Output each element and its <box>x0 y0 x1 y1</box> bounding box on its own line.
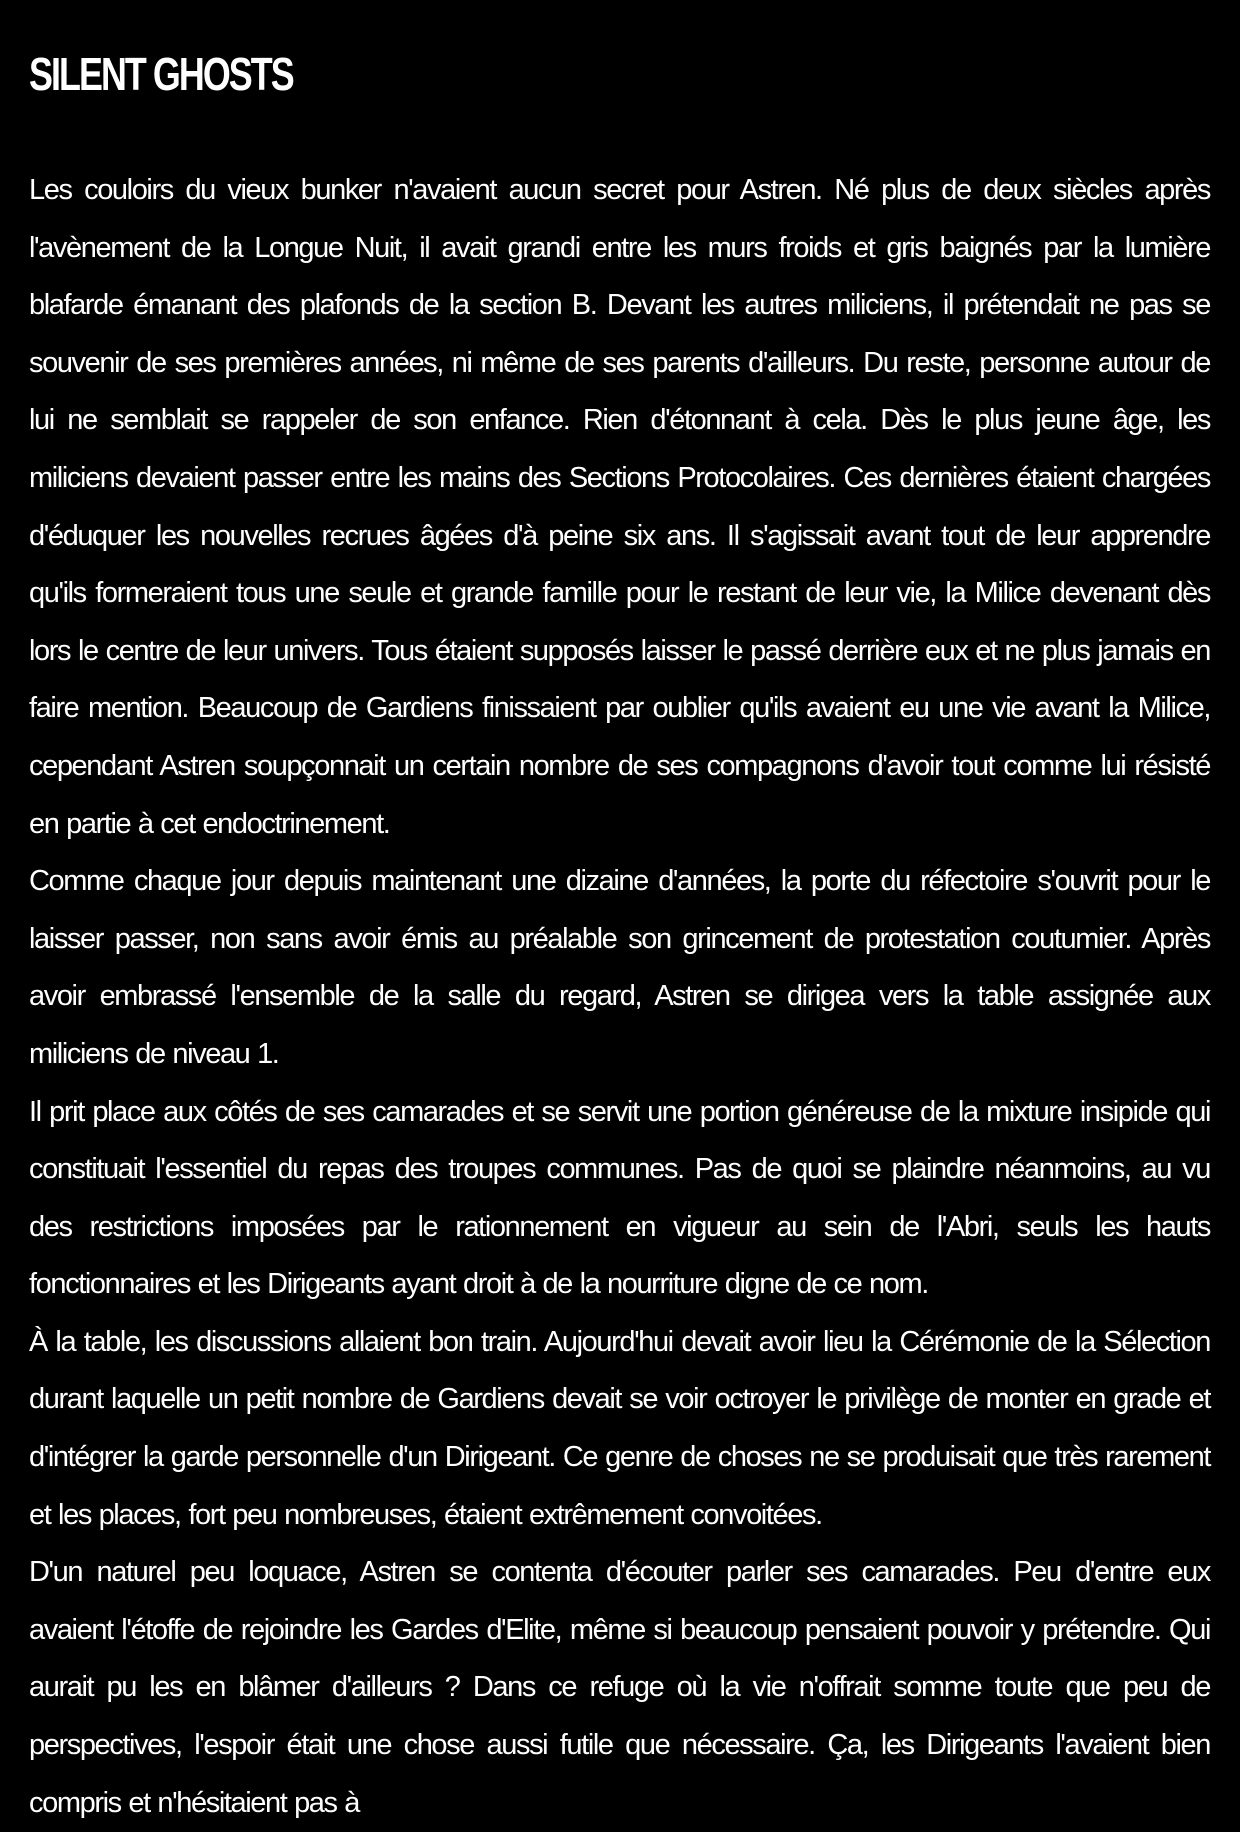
document-page <box>29 0 1210 1832</box>
document-title: SILENT GHOSTS <box>29 48 293 100</box>
paragraph: D'un naturel peu loquace, Astren se contenta d'écouter parler ses camarades. Peu d'entre eux avaient l'étoffe de rejoindre les Gardes d'Elite, même si beaucoup pensaient pouvoir y prétendre. Qui aurait pu les en blâmer d'ailleurs ? Dans ce refuge où la vie n'offrait somme toute que peu de perspectives, l'espoir était une chose aussi futile que nécessaire. Ça, les Dirigeants l'avaient bien compris et n'hésitaient pas à <box>29 1556 1210 1819</box>
document-body <box>29 162 1210 1832</box>
paragraph: À la table, les discussions allaient bon train. Aujourd'hui devait avoir lieu la Cérémonie de la Sélection durant laquelle un petit nombre de Gardiens devait se voir octroyer le privilège de monter en grade et d'intégrer la garde personnelle d'un Dirigeant. Ce genre de choses ne se produisait que très rarement et les places, fort peu nombreuses, étaient extrêmement convoitées. <box>29 1325 1210 1531</box>
paragraph: Il prit place aux côtés de ses camarades et se servit une portion généreuse de la mixture insipide qui constituait l'essentiel du repas des troupes communes. Pas de quoi se plaindre néanmoins, au vu des restrictions imposées par le rationnement en vigueur au sein de l'Abri, seuls les hauts fonctionnaires et les Dirigeants ayant droit à de la nourriture digne de ce nom. <box>29 1095 1210 1301</box>
paragraph: Les couloirs du vieux bunker n'avaient aucun secret pour Astren. Né plus de deux siècles après l'avènement de la Longue Nuit, il avait grandi entre les murs froids et gris baignés par la lumière blafarde émanant des plafonds de la section B. Devant les autres miliciens, il prétendait ne pas se souvenir de ses premières années, ni même de ses parents d'ailleurs. Du reste, personne autour de lui ne semblait se rappeler de son enfance. Rien d'étonnant à cela. Dès le plus jeune âge, les miliciens devaient passer entre les mains des Sections Protocolaires. Ces dernières étaient chargées d'éduquer les nouvelles recrues âgées d'à peine six ans. Il s'agissait avant tout de leur apprendre qu'ils formeraient tous une seule et grande famille pour le restant de leur vie, la Milice devenant dès lors le centre de leur univers. Tous étaient supposés laisser le passé derrière eux et ne plus jamais en faire mention. Beaucoup de Gardiens finissaient par oublier qu'ils avaient eu une vie avant la Milice, cependant Astren soupçonnait un certain nombre de ses compagnons d'avoir tout comme lui résisté en partie à cet endoctrinement. <box>29 174 1210 840</box>
paragraph: Comme chaque jour depuis maintenant une dizaine d'années, la porte du réfectoire s'ouvrit pour le laisser passer, non sans avoir émis au préalable son grincement de protestation coutumier. Après avoir embrassé l'ensemble de la salle du regard, Astren se dirigea vers la table assignée aux miliciens de niveau 1. <box>29 865 1210 1070</box>
